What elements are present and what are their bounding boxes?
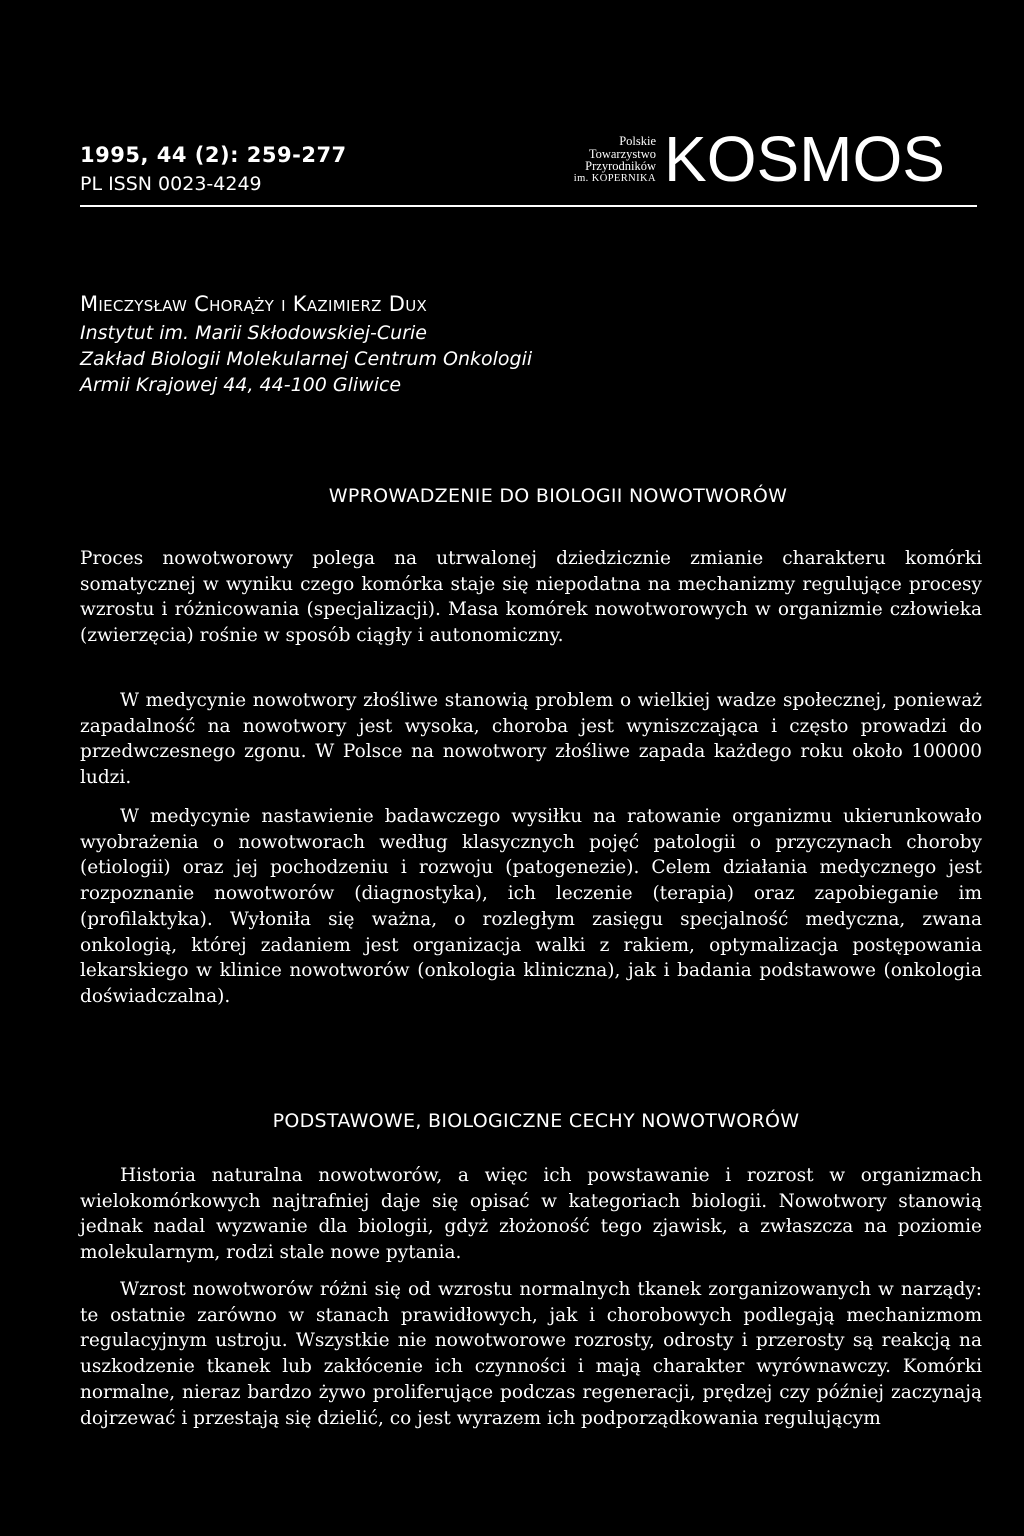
article-title: WPROWADZENIE DO BIOLOGII NOWOTWORÓW (328, 485, 788, 507)
paragraph (80, 546, 982, 649)
paragraph (80, 1163, 982, 1266)
journal-title: KOSMOS (664, 123, 945, 195)
society-logo-text (530, 135, 656, 185)
paragraph-text: W medycynie nastawienie badawczego wysiłku na ratowanie organizmu ukierunkowało wyobrażenia o nowotworach według klasycznych pojęć patologii o przyczynach choroby (etiologii) oraz jej pochodzeniu i rozwoju (patogenezie). Celem działania medycznego jest rozpoznanie nowotworów (diagnostyka), ich leczenie (terapia) oraz zapobieganie im (profilaktyka). Wyłoniła się ważna, o rozległym zasięgu specjalność medyczna, zwana onkologią, której zadaniem jest organizacja walki z rakiem, optymalizacja postępowania lekarskiego w klinice nowotworów (onkologia kliniczna), jak i badania podstawowe (onkologia doświadczalna). (80, 806, 982, 1007)
paragraph-text: W medycynie nowotwory złośliwe stanowią problem o wielkiej wadze społecznej, ponieważ zapadalność na nowotwory jest wysoka, choroba jest wyniszczająca i często prowadzi do przedwczesnego zgonu. W Polsce na nowotwory złośliwe zapada każdego roku około 100000 ludzi. (80, 690, 982, 789)
authors (80, 292, 427, 316)
paragraph-text: Historia naturalna nowotworów, a więc ich powstawanie i rozrost w organizmach wielokomórkowych najtrafniej daje się opisać w kategoriach biologii. Nowotwory stanowią jednak nadal wyzwanie dla biologii, gdyż złożoność tego zjawisk, a zwłaszcza na poziomie molekularnym, rodzi stale nowe pytania. (80, 1165, 982, 1264)
issn: PL ISSN 0023-4249 (80, 173, 262, 195)
paragraph-text: Wzrost nowotworów różni się od wzrostu normalnych tkanek zorganizowanych w narządy: te ostatnie zarówno w stanach prawidłowych, jak i chorobowych podlegają mechanizmom regulacyjnym ustroju. Wszystkie nie nowotworowe rozrosty, odrosty i przerosty są reakcją na uszkodzenie tkanek lub zakłócenie ich czynności i mają charakter wyrównawczy. Komórki normalne, nieraz bardzo żywo proliferujące podczas regeneracji, prędzej czy później zaczynają dojrzewać i przestają się dzielić, co jest wyrazem ich podporządkowania regulującym (80, 1279, 982, 1429)
section-title: PODSTAWOWE, BIOLOGICZNE CECHY NOWOTWORÓW (272, 1110, 800, 1132)
society-line: Przyrodników (585, 159, 656, 173)
journal-header (80, 123, 980, 205)
affiliation-line: Zakład Biologii Molekularnej Centrum Onkologii (80, 348, 533, 370)
paragraph (80, 1277, 982, 1431)
author-names: Mieczysław Chorąży i Kazimierz Dux (80, 292, 428, 316)
paragraph (80, 688, 982, 791)
paragraph-text: Proces nowotworowy polega na utrwalonej dziedzicznie zmianie charakteru komórki somatycznej w wyniku czego komórka staje się niepodatna na mechanizmy regulujące procesy wzrostu i różnicowania (specjalizacji). Masa komórek nowotworowych w organizmie człowieka (zwierzęcia) rośnie w sposób ciągły i autonomiczny. (80, 548, 982, 647)
society-line: Towarzystwo (588, 146, 656, 161)
affiliation-line: Instytut im. Marii Skłodowskiej-Curie (80, 322, 427, 344)
society-line: Polskie (619, 134, 656, 148)
society-line: im. KOPERNIKA (573, 172, 656, 184)
header-rule (80, 205, 977, 207)
paragraph (80, 804, 982, 1010)
affiliation-line: Armii Krajowej 44, 44-100 Gliwice (80, 374, 402, 396)
citation: 1995, 44 (2): 259-277 (80, 143, 347, 167)
